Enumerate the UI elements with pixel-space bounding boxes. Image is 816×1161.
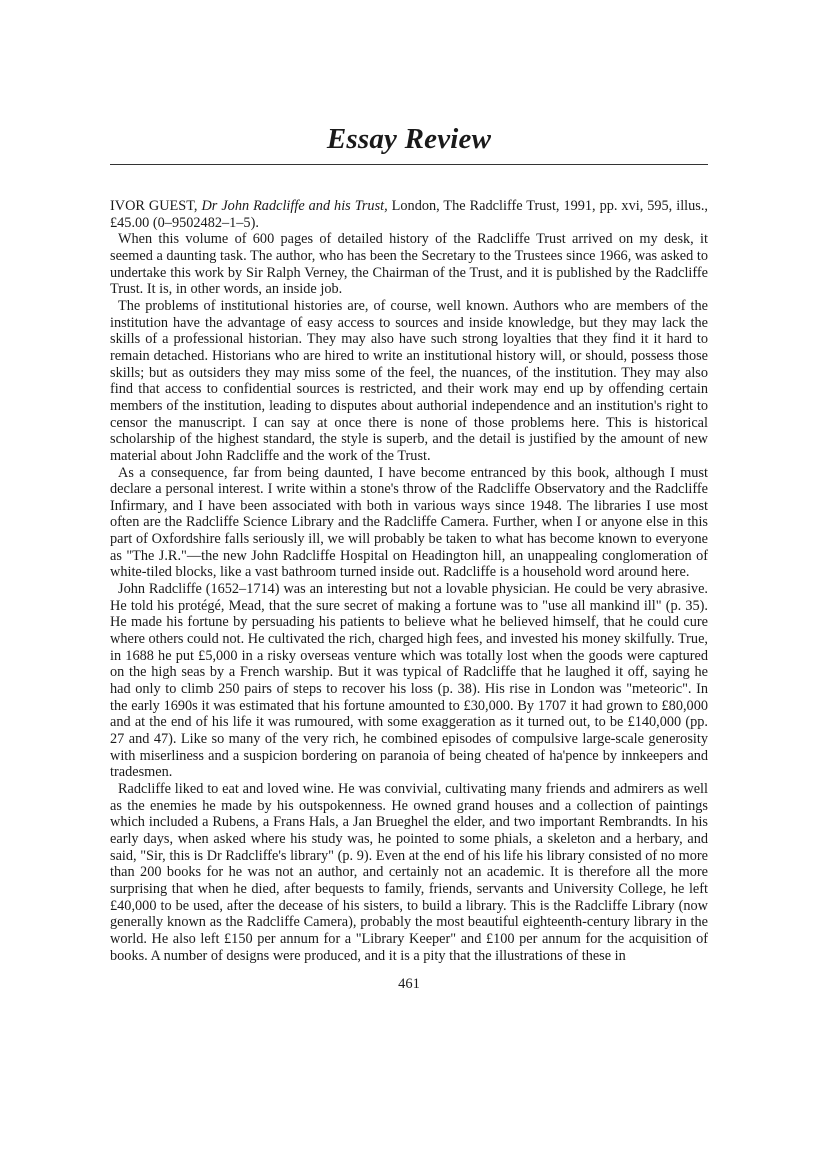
header-rule <box>110 164 708 165</box>
paragraph: Radcliffe liked to eat and loved wine. He was convivial, cultivating many friends and admirers as well as the enemies he made by his outspokenness. He owned grand houses and a collection of paintings which included a Rubens, a Frans Hals, a Jan Brueghel the elder, and two important Rembrandts. In his early days, when asked where his study was, he pointed to some phials, a skeleton and a herbary, and said, "Sir, this is Dr Radcliffe's library" (p. 9). Even at the end of his life his library consisted of no more than 200 books for he was not an author, and certainly not an academic. It is therefore all the more surprising that when he died, after bequests to family, friends, servants and University College, he left £40,000 to be used, after the decease of his sisters, to build a library. This is the Radcliffe Library (now generally known as the Radcliffe Camera), probably the most beautiful eighteenth-century library in the world. He also left £150 per annum for a "Library Keeper" and £100 per annum for the acquisition of books. A number of designs were produced, and it is a pity that the illustrations of these in <box>110 780 708 964</box>
citation-author: IVOR GUEST, <box>110 198 198 214</box>
page-number: 461 <box>398 976 420 992</box>
citation-book-title: Dr John Radcliffe and his Trust, <box>201 198 388 214</box>
paragraph: The problems of institutional histories are, of course, well known. Authors who are members of the institution have the advantage of easy access to sources and inside knowledge, but they may lack the skills of a professional historian. They may also have such strong loyalties that they find it it hard to remain detached. Historians who are hired to write an institutional history will, or should, possess those skills; but as outsiders they may miss some of the feel, the nuances, of the institution. They may also find that access to confidential sources is restricted, and their work may end up by offending certain members of the institution, leading to disputes about authorial independence and an institution's right to censor the manuscript. I can say at once there is none of those problems here. This is historical scholarship of the highest standard, the style is superb, and the detail is justified by the amount of new material about John Radcliffe and the work of the Trust. <box>110 297 708 464</box>
page <box>110 0 708 1161</box>
citation <box>110 198 708 231</box>
paragraph: John Radcliffe (1652–1714) was an interesting but not a lovable physician. He could be very abrasive. He told his protégé, Mead, that the sure secret of making a fortune was to "use all mankind ill" (p. 35). He made his fortune by persuading his patients to believe what he believed himself, that he could cure where others could not. He cultivated the rich, charged high fees, and invested his money skilfully. True, in 1688 he put £5,000 in a risky overseas venture which was totally lost when the goods were captured on the high seas by a French warship. But it was typical of Radcliffe that he laughed it off, saying he had only to climb 250 pairs of steps to recover his loss (p. 38). His rise in London was "meteoric". In the early 1690s it was estimated that his fortune amounted to £30,000. By 1707 it had grown to £80,000 and at the end of his life it was rumoured, with some exaggeration as it turned out, to be £140,000 (pp. 27 and 47). Like so many of the very rich, he combined episodes of compulsive large-scale generosity with miserliness and a suspicion bordering on paranoia of being cheated of ha'pence by innkeepers and tradesmen. <box>110 581 708 781</box>
citation-details: London, The Radcliffe Trust, 1991, pp. xvi, 595, illus., £45.00 (0–9502482–1–5). <box>110 198 709 231</box>
paragraph: When this volume of 600 pages of detailed history of the Radcliffe Trust arrived on my desk, it seemed a daunting task. The author, who has been the Secretary to the Trustees since 1966, was asked to undertake this work by Sir Ralph Verney, the Chairman of the Trust, and it is published by the Radcliffe Trust. It is, in other words, an inside job. <box>110 231 708 298</box>
paragraph: As a consequence, far from being daunted, I have become entranced by this book, although I must declare a personal interest. I write within a stone's throw of the Radcliffe Observatory and the Radcliffe Infirmary, and I have been associated with both in various ways since 1948. The libraries I use most often are the Radcliffe Science Library and the Radcliffe Camera. Further, when I or anyone else in this part of Oxfordshire falls seriously ill, we will probably be taken to what has become known to everyone as "The J.R."—the new John Radcliffe Hospital on Headington hill, an unappealing conglomeration of white-tiled blocks, like a vast bathroom turned inside out. Radcliffe is a household word around here. <box>110 464 708 581</box>
article-body <box>110 198 708 964</box>
page-title: Essay Review <box>326 123 492 155</box>
